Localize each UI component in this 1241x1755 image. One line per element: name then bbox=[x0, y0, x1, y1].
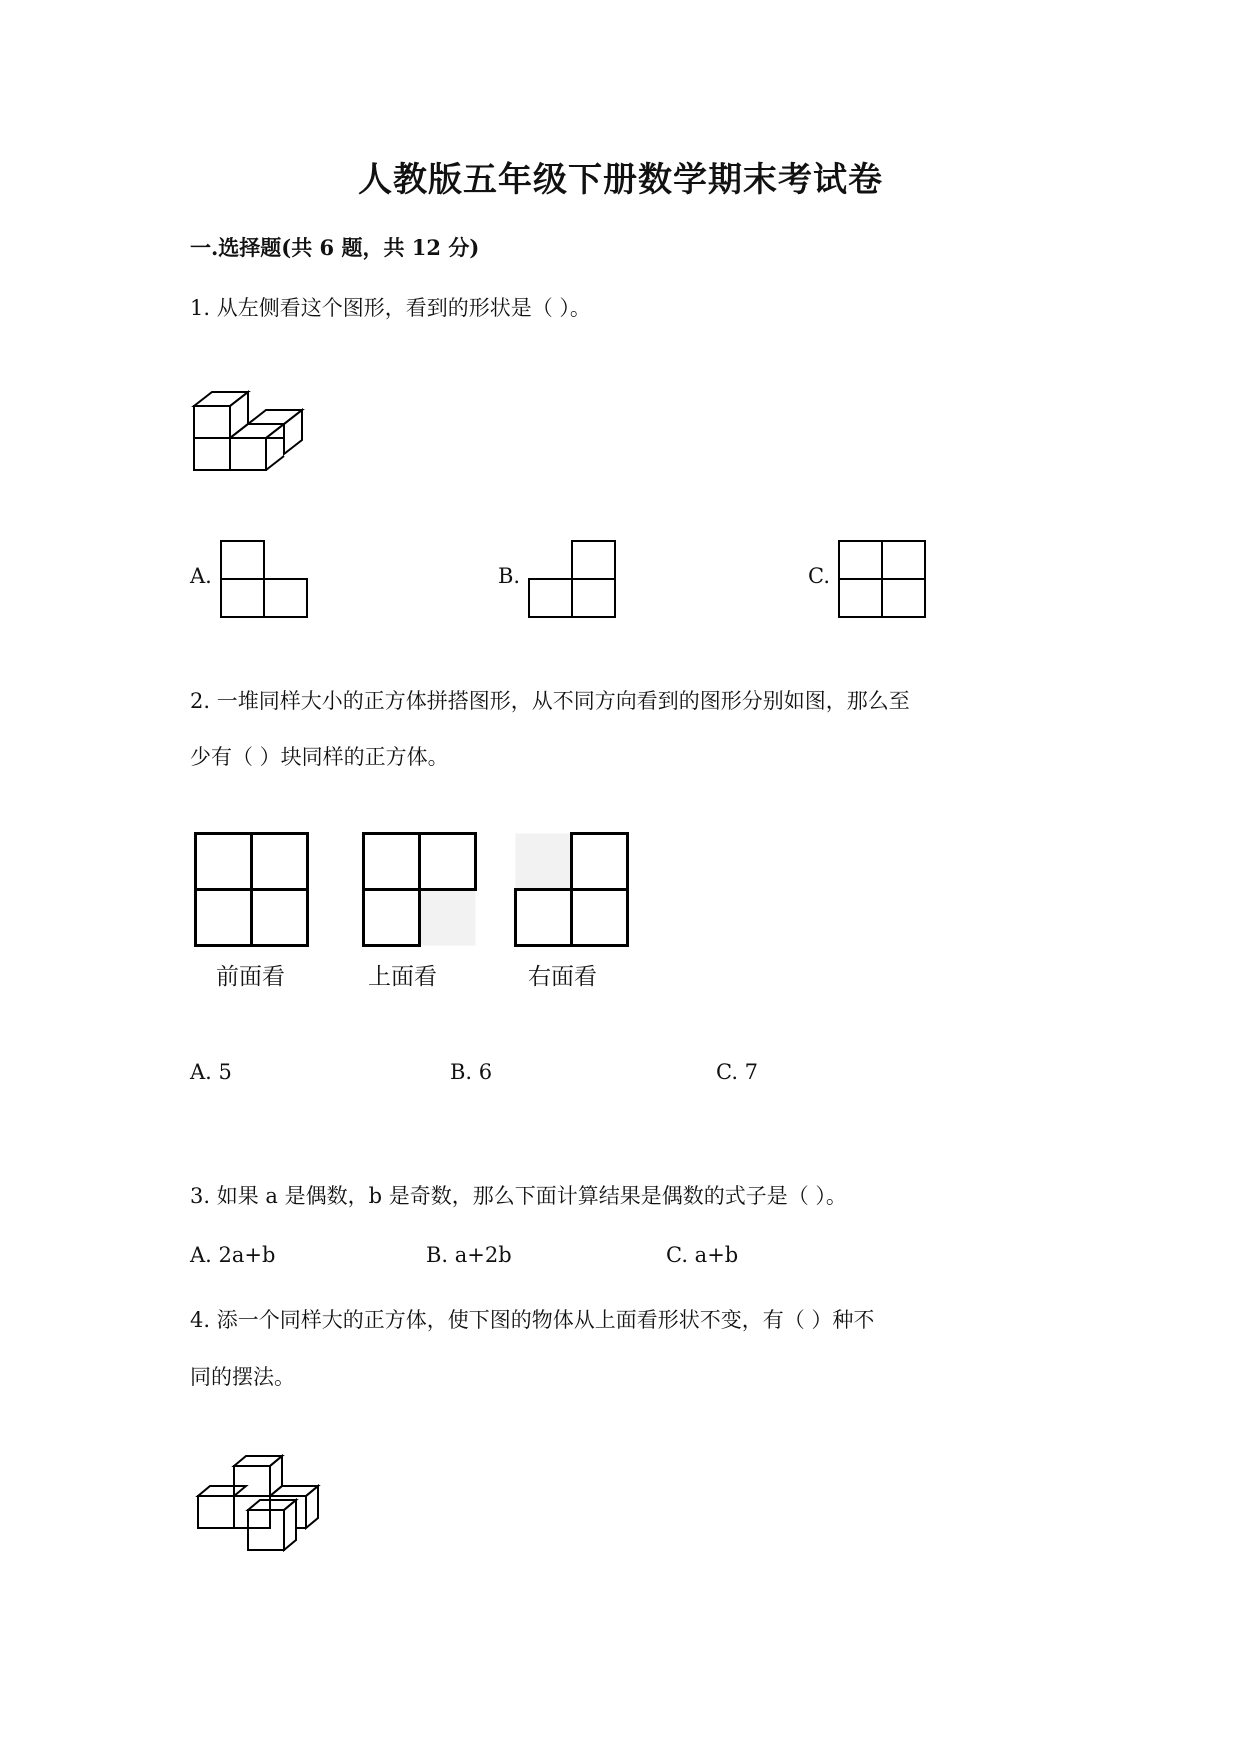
question-1-option-a-shape bbox=[220, 540, 310, 618]
question-3-option-b[interactable]: B. a+2b bbox=[426, 1243, 512, 1267]
section-heading-choice: 一.选择题(共 6 题，共 12 分) bbox=[190, 235, 480, 260]
question-2-text-line1: 2. 一堆同样大小的正方体拼搭图形，从不同方向看到的图形分别如图，那么至 bbox=[190, 689, 910, 713]
question-3-text: 3. 如果 a 是偶数，b 是奇数，那么下面计算结果是偶数的式子是（ ）。 bbox=[190, 1184, 847, 1208]
question-2-option-a[interactable]: A. 5 bbox=[190, 1060, 232, 1084]
view-label-top: 上面看 bbox=[368, 964, 437, 990]
question-3-option-a[interactable]: A. 2a+b bbox=[190, 1243, 276, 1267]
question-1-option-c-shape bbox=[838, 540, 928, 618]
question-4-text-line1: 4. 添一个同样大的正方体，使下图的物体从上面看形状不变，有（ ）种不 bbox=[190, 1308, 875, 1332]
question-2-option-b[interactable]: B. 6 bbox=[450, 1060, 493, 1084]
question-1-option-a[interactable]: A. bbox=[190, 564, 212, 588]
question-2-top-view bbox=[362, 832, 480, 948]
question-1-option-b[interactable]: B. bbox=[498, 564, 521, 588]
view-label-right: 右面看 bbox=[528, 964, 597, 990]
question-4-text-line2: 同的摆法。 bbox=[190, 1365, 295, 1389]
question-2-right-view bbox=[514, 832, 632, 948]
question-4-cube-figure bbox=[192, 1452, 322, 1562]
question-1-text: 1. 从左侧看这个图形，看到的形状是（ ）。 bbox=[190, 296, 591, 320]
view-label-front: 前面看 bbox=[216, 964, 285, 990]
question-2-option-c[interactable]: C. 7 bbox=[716, 1060, 759, 1084]
question-1-option-c[interactable]: C. bbox=[808, 564, 830, 588]
question-3-option-c[interactable]: C. a+b bbox=[666, 1243, 739, 1267]
question-1-cube-figure bbox=[190, 378, 325, 473]
question-1-option-b-shape bbox=[528, 540, 618, 618]
page-title: 人教版五年级下册数学期末考试卷 bbox=[358, 160, 883, 200]
question-2-text-line2: 少有（ ）块同样的正方体。 bbox=[190, 745, 449, 769]
question-2-front-view bbox=[194, 832, 312, 948]
